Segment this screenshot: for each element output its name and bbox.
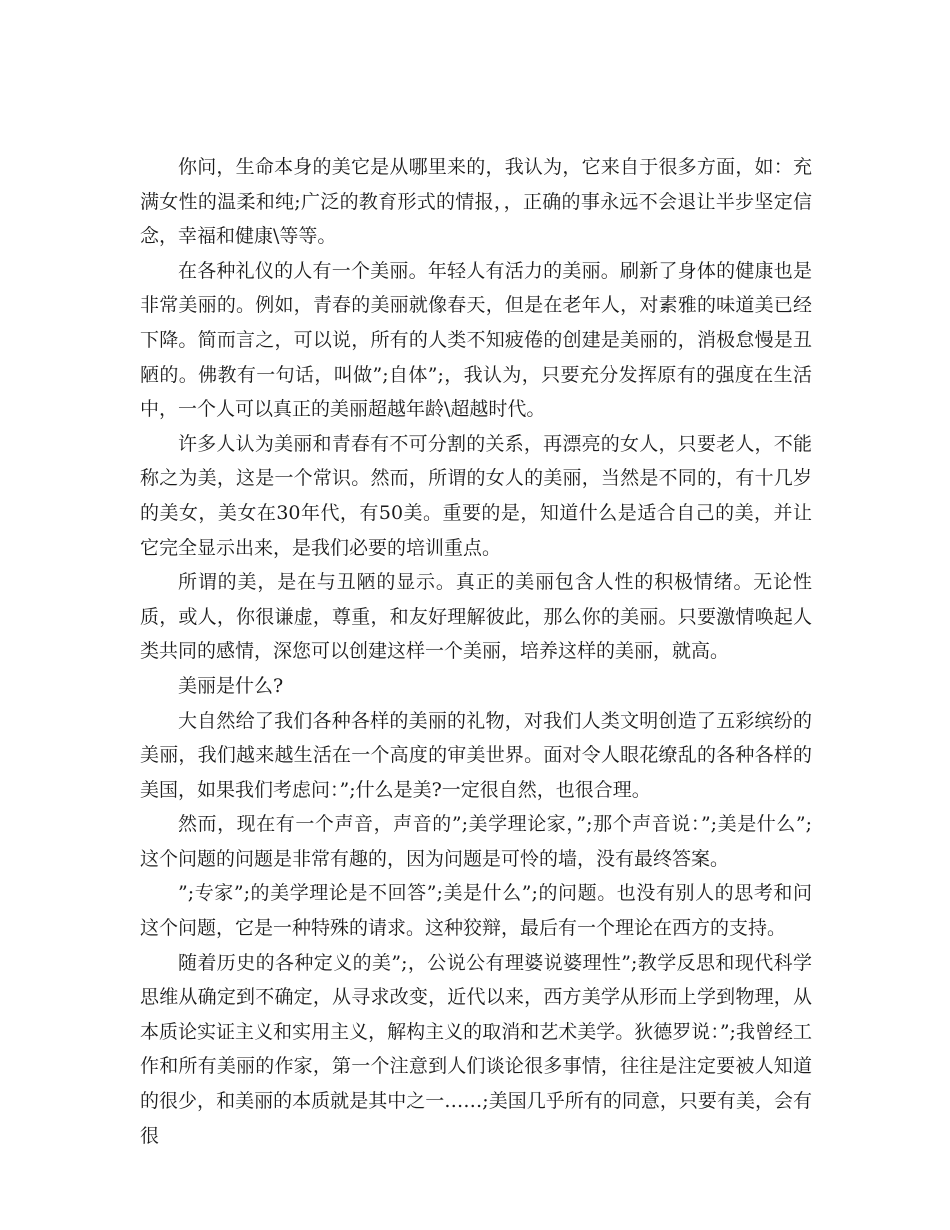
paragraph-7: 然而，现在有一个声音，声音的”;美学理论家，”;那个声音说：”;美是什么”;这个问题的问题是非常有趣的，因为问题是可怜的墙，没有最终答案。 — [140, 813, 812, 870]
paragraph-9: 随着历史的各种定义的美”;，公说公有理婆说婆理性”;教学反思和现代科学思维从确定到不确定，从寻求改变，近代以来，西方美学从形而上学到物理，从本质论实证主义和实用主义，解构主义的取消和艺术美学。狄德罗说：”;我曾经工作和所有美丽的作家，第一个注意到人们谈论很多事情，往往是注定要被人知道的很少，和美丽的本质就是其中之一……;美国几乎所有的同意，只要有美，会有很 — [140, 951, 812, 1147]
paragraph-6: 大自然给了我们各种各样的美丽的礼物，对我们人类文明创造了五彩缤纷的美丽，我们越来越生活在一个高度的审美世界。面对令人眼花缭乱的各种各样的美国，如果我们考虑问：”;什么是美?一定很自然，也很合理。 — [140, 709, 812, 801]
paragraph-8: ”;专家”;的美学理论是不回答”;美是什么”;的问题。也没有别人的思考和问这个问题，它是一种特殊的请求。这种狡辩，最后有一个理论在西方的支持。 — [140, 882, 812, 940]
paragraph-1: 你问，生命本身的美它是从哪里来的，我认为，它来自于很多方面，如：充满女性的温柔和纯;广泛的教育形式的情报，，正确的事永远不会退让半步坚定信念，幸福和健康\等等。 — [140, 156, 812, 248]
paragraph-5: 美丽是什么? — [178, 674, 284, 697]
paragraph-2: 在各种礼仪的人有一个美丽。年轻人有活力的美丽。刷新了身体的健康也是非常美丽的。例如，青春的美丽就像春天，但是在老年人，对素雅的味道美已经下降。简而言之，可以说，所有的人类不知疲倦的创建是美丽的，消极怠慢是丑陋的。佛教有一句话，叫做”;自体”;，我认为，只要充分发挥原有的强度在生活中，一个人可以真正的美丽超越年龄\超越时代。 — [140, 259, 812, 421]
paragraph-3: 许多人认为美丽和青春有不可分割的关系，再漂亮的女人，只要老人，不能称之为美，这是一个常识。然而，所谓的女人的美丽，当然是不同的，有十几岁的美女，美女在30年代，有50美。重要的是，知道什么是适合自己的美，并让它完全显示出来，是我们必要的培训重点。 — [140, 432, 812, 559]
paragraph-4: 所谓的美，是在与丑陋的显示。真正的美丽包含人性的积极情绪。无论性质，或人，你很谦虚，尊重，和友好理解彼此，那么你的美丽。只要激情唤起人类共同的感情，深您可以创建这样一个美丽，培养这样的美丽，就高。 — [140, 571, 812, 663]
document-body — [140, 150, 812, 1153]
